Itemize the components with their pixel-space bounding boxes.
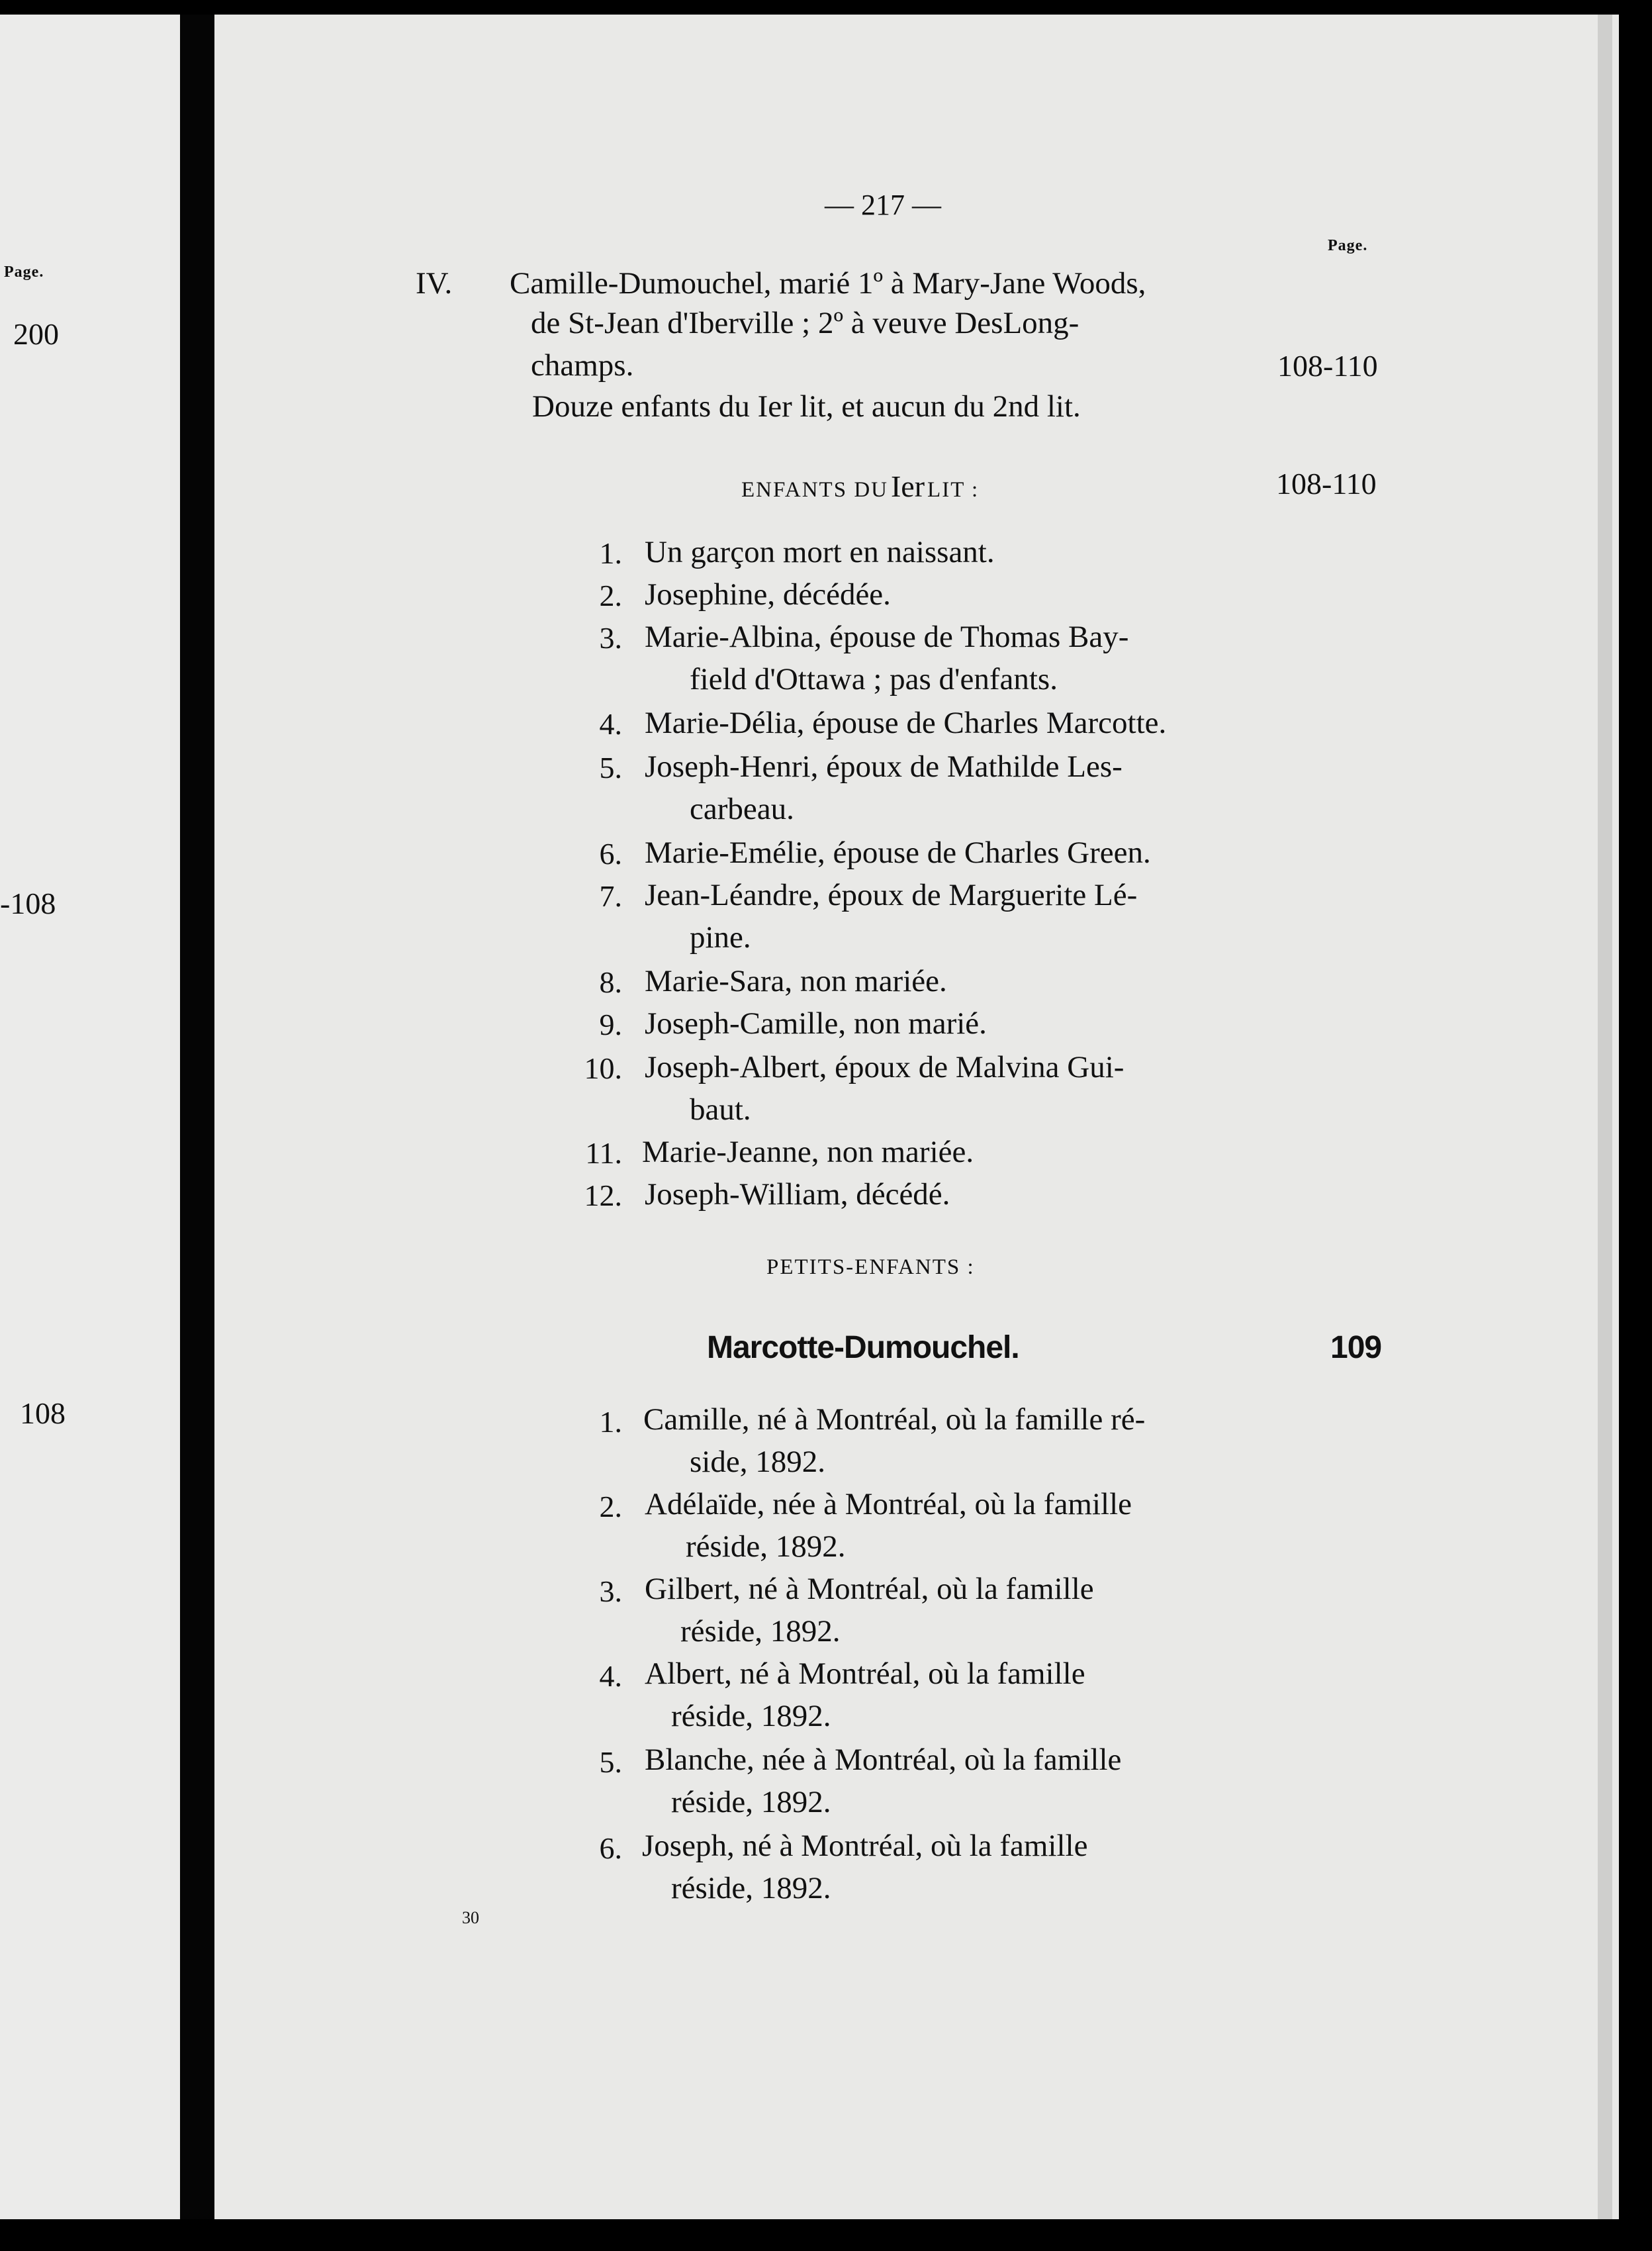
grandchild-6-number: 6. — [599, 1831, 622, 1865]
entry-numeral: IV. — [416, 266, 453, 301]
children-page-ref: 108-110 — [1276, 467, 1377, 501]
entry-line-4: Douze enfants du Ier lit, et aucun du 2nd lit. — [532, 389, 1081, 424]
grandchildren-heading: PETITS-ENFANTS : — [766, 1255, 975, 1279]
entry-line-1: Camille-Dumouchel, marié 1º à Mary-Jane Woods, — [510, 266, 1146, 301]
child-9-number: 9. — [599, 1008, 622, 1041]
page-column-label: Page. — [1328, 237, 1368, 254]
child-7-text-line-1: Jean-Léandre, époux de Marguerite Lé- — [645, 878, 1138, 912]
entry-line-2: de St-Jean d'Iberville ; 2º à veuve DesLong- — [531, 306, 1079, 340]
child-4-text: Marie-Délia, épouse de Charles Marcotte. — [645, 706, 1167, 740]
child-11-text: Marie-Jeanne, non mariée. — [642, 1135, 974, 1169]
child-7-number: 7. — [599, 879, 622, 913]
children-heading-prefix: ENFANTS DU — [741, 478, 888, 502]
child-3-number: 3. — [599, 621, 622, 655]
child-12-text: Joseph-William, décédé. — [645, 1177, 950, 1212]
child-10-text-line-1: Joseph-Albert, époux de Malvina Gui- — [645, 1050, 1124, 1084]
page-edge-strip — [1598, 15, 1612, 2219]
left-ref-1: 200 — [13, 317, 59, 351]
child-10-number: 10. — [584, 1051, 622, 1085]
child-3-text-line-2: field d'Ottawa ; pas d'enfants. — [690, 662, 1058, 696]
child-11-number: 11. — [585, 1136, 622, 1170]
grandchild-3-number: 3. — [599, 1574, 622, 1608]
grandchild-2-text-line-1: Adélaïde, née à Montréal, où la famille — [645, 1487, 1132, 1521]
child-12-number: 12. — [584, 1178, 622, 1212]
child-1-text: Un garçon mort en naissant. — [645, 535, 995, 569]
left-page-fragment — [0, 15, 180, 2219]
child-5-text-line-1: Joseph-Henri, époux de Mathilde Les- — [645, 749, 1123, 784]
grandchild-5-number: 5. — [599, 1745, 622, 1779]
left-page-label: Page. — [4, 263, 44, 281]
child-8-text: Marie-Sara, non mariée. — [645, 964, 947, 998]
grandchildren-page-ref: 109 — [1330, 1330, 1382, 1365]
child-6-text: Marie-Emélie, épouse de Charles Green. — [645, 836, 1151, 870]
grandchild-6-text-line-2: réside, 1892. — [671, 1871, 831, 1905]
grandchild-6-text-line-1: Joseph, né à Montréal, où la famille — [642, 1829, 1088, 1863]
grandchild-2-text-line-2: réside, 1892. — [686, 1529, 846, 1564]
grandchild-5-text-line-2: réside, 1892. — [671, 1785, 831, 1819]
child-1-number: 1. — [599, 536, 622, 570]
family-heading: Marcotte-Dumouchel. — [707, 1330, 1019, 1365]
child-5-text-line-2: carbeau. — [690, 792, 794, 826]
left-ref-2: -108 — [0, 886, 56, 920]
child-10-text-line-2: baut. — [690, 1092, 751, 1127]
main-page — [214, 15, 1619, 2219]
grandchild-1-text-line-2: side, 1892. — [690, 1445, 825, 1479]
child-7-text-line-2: pine. — [690, 920, 751, 955]
grandchild-1-number: 1. — [599, 1405, 622, 1439]
grandchild-3-text-line-2: réside, 1892. — [680, 1614, 841, 1649]
grandchild-4-text-line-1: Albert, né à Montréal, où la famille — [645, 1656, 1085, 1691]
grandchild-4-number: 4. — [599, 1659, 622, 1693]
children-heading-suffix: LIT : — [927, 478, 980, 502]
children-heading-mid: Ier — [890, 469, 925, 503]
book-gutter — [180, 15, 214, 2219]
child-6-number: 6. — [599, 837, 622, 871]
child-2-number: 2. — [599, 579, 622, 612]
child-5-number: 5. — [599, 751, 622, 785]
child-3-text-line-1: Marie-Albina, épouse de Thomas Bay- — [645, 620, 1129, 654]
page-number: — 217 — — [825, 189, 941, 221]
grandchild-4-text-line-2: réside, 1892. — [671, 1699, 831, 1733]
grandchild-2-number: 2. — [599, 1490, 622, 1523]
child-2-text: Josephine, décédée. — [645, 577, 891, 612]
entry-page-ref: 108-110 — [1277, 349, 1378, 383]
children-heading — [741, 469, 979, 504]
grandchild-1-text-line-1: Camille, né à Montréal, où la famille ré- — [643, 1402, 1146, 1437]
grandchild-5-text-line-1: Blanche, née à Montréal, où la famille — [645, 1743, 1122, 1777]
child-9-text: Joseph-Camille, non marié. — [645, 1006, 987, 1041]
child-8-number: 8. — [599, 965, 622, 999]
entry-line-3: champs. — [531, 348, 634, 383]
grandchild-3-text-line-1: Gilbert, né à Montréal, où la famille — [645, 1572, 1094, 1606]
child-4-number: 4. — [599, 707, 622, 741]
signature-mark: 30 — [462, 1908, 479, 1927]
left-ref-3: 108 — [20, 1396, 66, 1430]
right-border — [1619, 0, 1652, 2251]
